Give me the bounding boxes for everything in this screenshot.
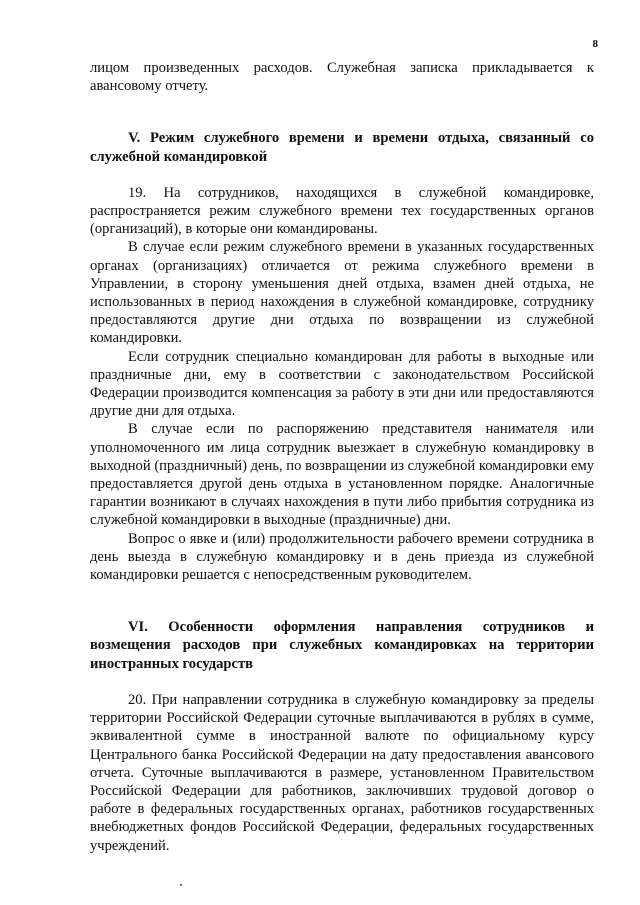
section-5-paragraph-4: В случае если по распоряжению представителя нанимателя или уполномоченного им лица сотрудник выезжает в служебную командировку в выходной (праздничный) день, по возвращении из служебной командировки ему предоставляется другой день отдыха в установленном порядке. Аналогичные гарантии возникают в случаях нахождения в пути либо прибытия сотрудника из служебной командировки в выходные (праздничные) дни. bbox=[90, 421, 594, 529]
section-6-paragraph-1: 20. При направлении сотрудника в служебную командировку за пределы территории Российской Федерации суточные выплачиваются в рублях в сумме, эквивалентной сумме в иностранной валюте по официальному курсу Центрального банка Российской Федерации на дату предоставления авансового отчета. Суточные выплачиваются в размере, установленном Правительством Российской Федерации для работников, заключивших трудовой договор о работе в федеральных государственных органах, работников государственных внебюджетных фондов Российской Федерации, федеральных государственных учреждений. bbox=[90, 691, 594, 854]
spacer bbox=[90, 95, 594, 129]
document-body bbox=[90, 59, 594, 855]
section-5-paragraph-2: В случае если режим служебного времени в указанных государственных органах (организациях) отличается от режима служебного времени в Управлении, в сторону уменьшения дней отдыха, взамен дней отдыха, не использованных в период нахождения в служебной командировке, сотруднику предоставляются другие дни отдыха по возвращении из служебной командировки. bbox=[90, 239, 594, 347]
section-5-paragraph-1: 19. На сотрудников, находящихся в служебной командировке, распространяется режим служебного времени тех государственных органов (организаций), в которые они командированы. bbox=[90, 184, 594, 238]
section-5-heading: V. Режим служебного времени и времени отдыха, связанный со служебной командировкой bbox=[90, 130, 594, 165]
spacer bbox=[90, 673, 594, 691]
section-5-paragraph-3: Если сотрудник специально командирован для работы в выходные или праздничные дни, ему в соответствии с законодательством Российской Федерации производится компенсация за работу в эти дни или предоставляются другие дни для отдыха. bbox=[90, 348, 594, 420]
spacer bbox=[90, 166, 594, 184]
section-6-heading: VI. Особенности оформления направления сотрудников и возмещения расходов при служебных командировках на территории иностранных государств bbox=[90, 619, 594, 672]
intro-paragraph: лицом произведенных расходов. Служебная записка прикладывается к авансовому отчету. bbox=[90, 60, 594, 95]
spacer bbox=[90, 584, 594, 618]
scan-dot-mark bbox=[180, 884, 182, 886]
section-5-paragraph-5: Вопрос о явке и (или) продолжительности рабочего времени сотрудника в день выезда в служебную командировку и в день приезда из служебной командировки решается с непосредственным руководителем. bbox=[90, 530, 594, 584]
page-number: 8 bbox=[592, 38, 598, 50]
